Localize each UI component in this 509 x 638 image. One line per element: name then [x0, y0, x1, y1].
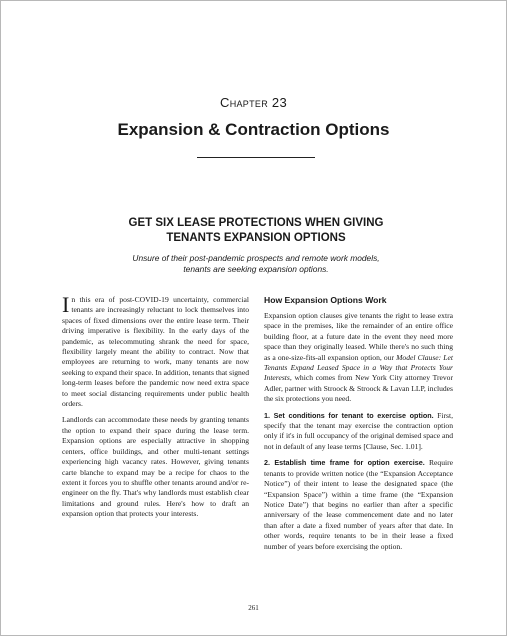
article-headline [61, 216, 451, 246]
left-paragraph-2: Landlords can accommodate these needs by granting tenants the option to expand their space during the lease term. Expansion options are especially attractive in shopping centers, office buildings, and other multi-tenant settings experiencing high vacancy rates. However, giving tenants carte blanche to expand may be a recipe for chaos to the extent it forces you to shuffle other tenants around and/or re-engineer on the fly. That's why landlords must establish clear limitations and ground rules. Here's how to draft an expansion option that protects your interests. [62, 415, 249, 519]
headline-line-2: TENANTS EXPANSION OPTIONS [166, 232, 346, 244]
article-deck [91, 253, 421, 275]
left-paragraph-1-text: n this era of post-COVID-19 uncertainty, commercial tenants are increasingly reluctant to lock themselves into spaces of fixed dimensions over the entire lease term. Their driving imperative is flexibility. In the early days of the pandemic, as telecommuting shrank the need for space, flexibility largely meant the ability to contract. Now that employees are returning to work, many tenants are now seeking to expand their space. In addition, tenants that signed long-term leases before the pandemic now need extra space to meet social distancing requirements under public health orders. [62, 295, 249, 409]
deck-line-2: tenants are seeking expansion options. [183, 264, 329, 274]
intro-text-part-1: Expansion option clauses give tenants the right to lease extra space in the premises, like the remainder of an entire office building floor, at a future date in the event they need more space than they originally leased. While there's no such thing as a one-size-fits-all expansion option, our [264, 311, 453, 362]
page-number: 261 [248, 604, 259, 612]
right-intro-paragraph [264, 311, 453, 405]
item-2-body: Require tenants to provide written notice (the “Expansion Acceptance Notice”) of their intent to lease the designated space (the “Expansion Space”) within a time frame (the “Expansion Notice Date”) that begins no earlier than after a specific anniversary of the lease commencement date and no later than after a date a fixed number of years after that date. In other words, require tenants to be in their lease a fixed number of years before exercising the option. [264, 458, 454, 551]
right-column [264, 295, 453, 558]
drop-cap: I [62, 292, 70, 317]
model-clause-reference: Model Clause: Let Tenants Expand Leased Space in a Way that Protects Your Interests [264, 352, 453, 383]
item-1-body: First, specify that the tenant may exercise the contraction option only if it's in full occupancy of the original demised space and not in default of any lease terms [Clause, Sec. 1.01]. [264, 410, 453, 451]
intro-text-part-2: , which comes from New York City attorney Trevor Adler, partner with Stroock & Stroock & Lavan LLP, includes the six protections you need. [264, 373, 453, 404]
left-paragraph-1 [62, 292, 249, 409]
deck-line-1: Unsure of their post-pandemic prospects and remote work models, [132, 253, 380, 263]
numbered-item-2 [264, 458, 453, 552]
chapter-label: Chapter 23 [220, 95, 287, 110]
section-heading: How Expansion Options Work [264, 295, 387, 305]
left-column [62, 292, 249, 526]
chapter-title: Expansion & Contraction Options [117, 120, 390, 139]
headline-line-1: GET SIX LEASE PROTECTIONS WHEN GIVING [128, 217, 384, 229]
numbered-item-1 [264, 411, 453, 453]
title-divider [197, 157, 315, 158]
item-2-heading: 2. Establish time frame for option exercise. [264, 458, 425, 468]
item-1-heading: 1. Set conditions for tenant to exercise option. [264, 410, 434, 420]
